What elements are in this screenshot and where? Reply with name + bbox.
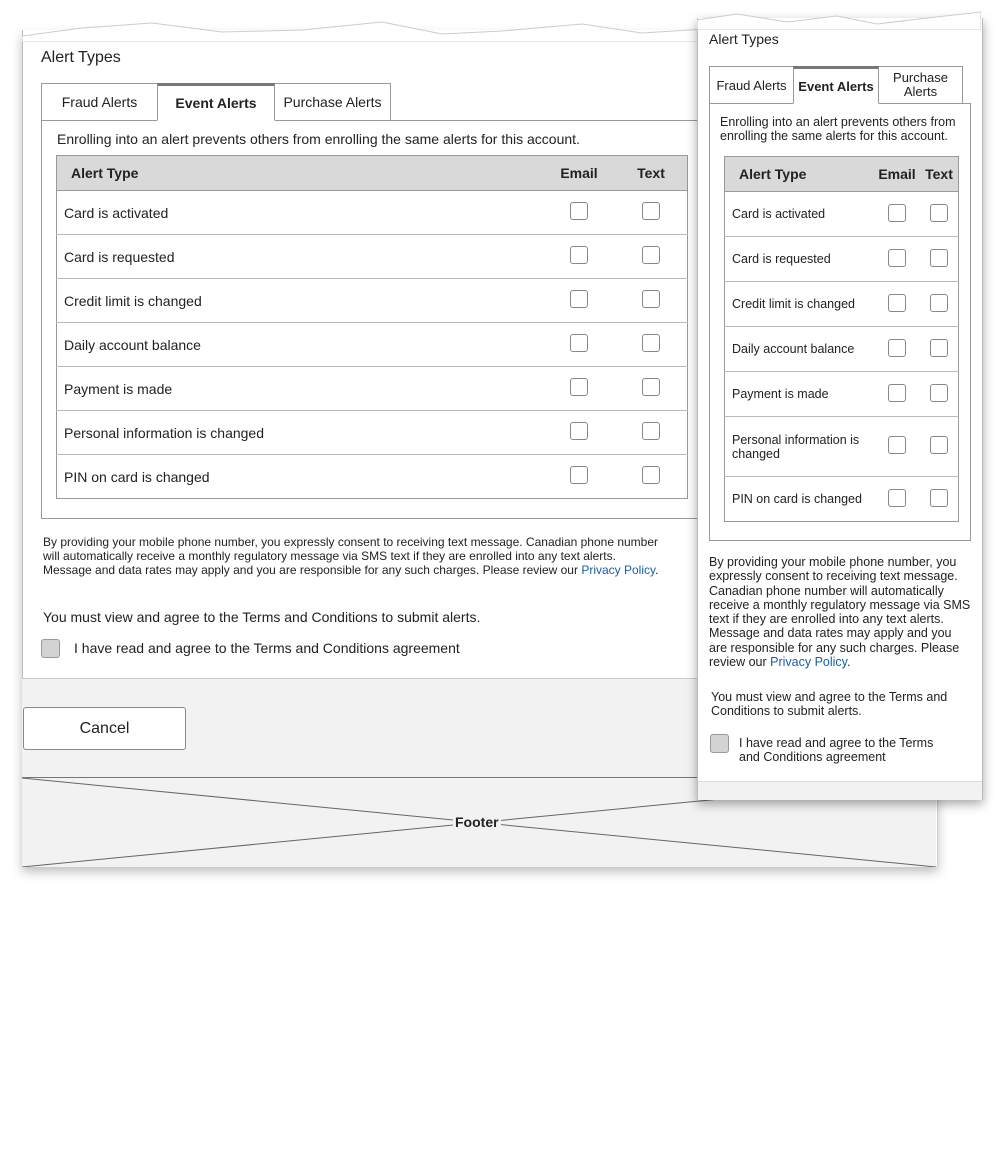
mobile-email-checkbox[interactable] (888, 339, 906, 357)
mobile-email-cell (874, 327, 920, 372)
footer-label: Footer (455, 814, 499, 830)
mobile-text-checkbox[interactable] (930, 204, 948, 222)
mobile-table-row (725, 282, 959, 327)
enroll-note: Enrolling into an alert prevents others from enrolling the same alerts for this account. (57, 131, 580, 147)
email-checkbox[interactable] (570, 290, 588, 308)
mobile-text-checkbox[interactable] (930, 384, 948, 402)
header-alert-type: Alert Type (57, 156, 544, 191)
mobile-alert-label: Credit limit is changed (725, 282, 875, 327)
email-checkbox[interactable] (570, 246, 588, 264)
email-checkbox[interactable] (570, 466, 588, 484)
email-cell (543, 367, 615, 411)
mobile-privacy-policy-link[interactable]: Privacy Policy (770, 655, 848, 670)
mobile-text-checkbox[interactable] (930, 436, 948, 454)
mobile-email-cell (874, 192, 920, 237)
mobile-email-cell (874, 282, 920, 327)
mobile-text-checkbox[interactable] (930, 489, 948, 507)
mobile-consent-end: . (847, 655, 851, 670)
email-checkbox[interactable] (570, 378, 588, 396)
alert-label: Card is requested (57, 235, 544, 279)
text-cell (615, 411, 688, 455)
table-header-row (57, 156, 688, 191)
mobile-email-cell (874, 477, 920, 522)
email-cell (543, 191, 615, 235)
mobile-table-row (725, 327, 959, 372)
text-cell (615, 235, 688, 279)
agree-checkbox[interactable] (41, 639, 60, 658)
mobile-alert-label: Payment is made (725, 372, 875, 417)
mobile-tab-event-alerts[interactable]: Event Alerts (793, 66, 879, 104)
consent-body: By providing your mobile phone number, you expressly consent to receiving text message. Canadian phone number will automatically receive a monthly regulatory message via SMS text if they are enrolled into any text alerts. Message and data rates may apply and you are responsible for any such charges. Please review our (43, 535, 659, 577)
table-row (57, 367, 688, 411)
email-checkbox[interactable] (570, 202, 588, 220)
header-email: Email (543, 156, 615, 191)
email-checkbox[interactable] (570, 334, 588, 352)
text-checkbox[interactable] (642, 378, 660, 396)
mobile-alert-label: Personal information is changed (725, 417, 875, 477)
mobile-consent-body: By providing your mobile phone number, you expressly consent to receiving text message. Canadian phone number will automatically receive a monthly regulatory message via SMS text if they are enrolled into any text alerts. Message and data rates may apply and you are responsible for any such charges. Please review our (709, 555, 971, 670)
alert-label: Credit limit is changed (57, 279, 544, 323)
mobile-consent-text (709, 555, 971, 669)
mobile-text-cell (920, 237, 959, 282)
mobile-email-cell (874, 372, 920, 417)
email-checkbox[interactable] (570, 422, 588, 440)
mobile-table-header-row (725, 157, 959, 192)
mobile-wireframe (697, 18, 983, 800)
mobile-table-row (725, 372, 959, 417)
mobile-table-row (725, 417, 959, 477)
mobile-alert-label: Card is requested (725, 237, 875, 282)
text-checkbox[interactable] (642, 334, 660, 352)
mobile-terms-notice: You must view and agree to the Terms and Conditions to submit alerts. (711, 690, 948, 718)
email-cell (543, 323, 615, 367)
mobile-text-checkbox[interactable] (930, 249, 948, 267)
mobile-text-cell (920, 417, 959, 477)
mobile-email-checkbox[interactable] (888, 436, 906, 454)
header-text: Text (615, 156, 688, 191)
mobile-section-title: Alert Types (709, 31, 779, 47)
table-row (57, 323, 688, 367)
mobile-text-cell (920, 477, 959, 522)
mobile-enroll-note: Enrolling into an alert prevents others from enrolling the same alerts for this account. (720, 115, 956, 143)
agree-label: I have read and agree to the Terms and Conditions agreement (74, 640, 460, 656)
text-checkbox[interactable] (642, 466, 660, 484)
text-checkbox[interactable] (642, 246, 660, 264)
mobile-table-row (725, 237, 959, 282)
text-cell (615, 367, 688, 411)
table-row (57, 191, 688, 235)
text-cell (615, 279, 688, 323)
alerts-table (56, 155, 688, 499)
mobile-text-cell (920, 327, 959, 372)
mobile-agree-checkbox[interactable] (710, 734, 729, 753)
mobile-header-alert-type: Alert Type (725, 157, 875, 192)
mobile-button-bar (698, 781, 982, 800)
mobile-header-text: Text (920, 157, 959, 192)
email-cell (543, 455, 615, 499)
terms-notice: You must view and agree to the Terms and Conditions to submit alerts. (43, 609, 481, 625)
mobile-tab-fraud-alerts[interactable]: Fraud Alerts (709, 66, 794, 104)
mobile-text-cell (920, 282, 959, 327)
tab-event-alerts[interactable]: Event Alerts (157, 83, 275, 121)
cancel-button[interactable]: Cancel (23, 707, 186, 750)
text-cell (615, 191, 688, 235)
privacy-policy-link[interactable]: Privacy Policy (581, 563, 656, 577)
mobile-header-email: Email (874, 157, 920, 192)
mobile-text-cell (920, 372, 959, 417)
text-checkbox[interactable] (642, 290, 660, 308)
email-cell (543, 411, 615, 455)
mobile-email-checkbox[interactable] (888, 384, 906, 402)
alert-label: PIN on card is changed (57, 455, 544, 499)
mobile-email-checkbox[interactable] (888, 249, 906, 267)
email-cell (543, 279, 615, 323)
mobile-text-cell (920, 192, 959, 237)
alert-label: Daily account balance (57, 323, 544, 367)
mobile-tab-purchase-alerts[interactable]: Purchase Alerts (878, 66, 963, 104)
mobile-alerts-table (724, 156, 959, 522)
table-row (57, 235, 688, 279)
alert-label: Payment is made (57, 367, 544, 411)
text-checkbox[interactable] (642, 422, 660, 440)
mobile-email-checkbox[interactable] (888, 294, 906, 312)
table-row (57, 279, 688, 323)
text-cell (615, 323, 688, 367)
mobile-email-cell (874, 417, 920, 477)
table-row (57, 455, 688, 499)
tab-fraud-alerts[interactable]: Fraud Alerts (41, 83, 158, 121)
mobile-text-checkbox[interactable] (930, 339, 948, 357)
mobile-email-checkbox[interactable] (888, 489, 906, 507)
table-row (57, 411, 688, 455)
email-cell (543, 235, 615, 279)
mobile-alert-label: Daily account balance (725, 327, 875, 372)
mobile-table-row (725, 192, 959, 237)
mobile-text-checkbox[interactable] (930, 294, 948, 312)
alert-label: Card is activated (57, 191, 544, 235)
consent-end: . (655, 563, 659, 577)
consent-text (43, 535, 663, 577)
mobile-email-checkbox[interactable] (888, 204, 906, 222)
text-checkbox[interactable] (642, 202, 660, 220)
text-cell (615, 455, 688, 499)
mobile-table-row (725, 477, 959, 522)
tab-purchase-alerts[interactable]: Purchase Alerts (274, 83, 391, 121)
torn-edge-mobile (697, 10, 981, 30)
alert-label: Personal information is changed (57, 411, 544, 455)
mobile-email-cell (874, 237, 920, 282)
mobile-alert-label: Card is activated (725, 192, 875, 237)
mobile-agree-label: I have read and agree to the Terms and Conditions agreement (739, 736, 934, 764)
mobile-alert-label: PIN on card is changed (725, 477, 875, 522)
section-title: Alert Types (41, 49, 121, 66)
